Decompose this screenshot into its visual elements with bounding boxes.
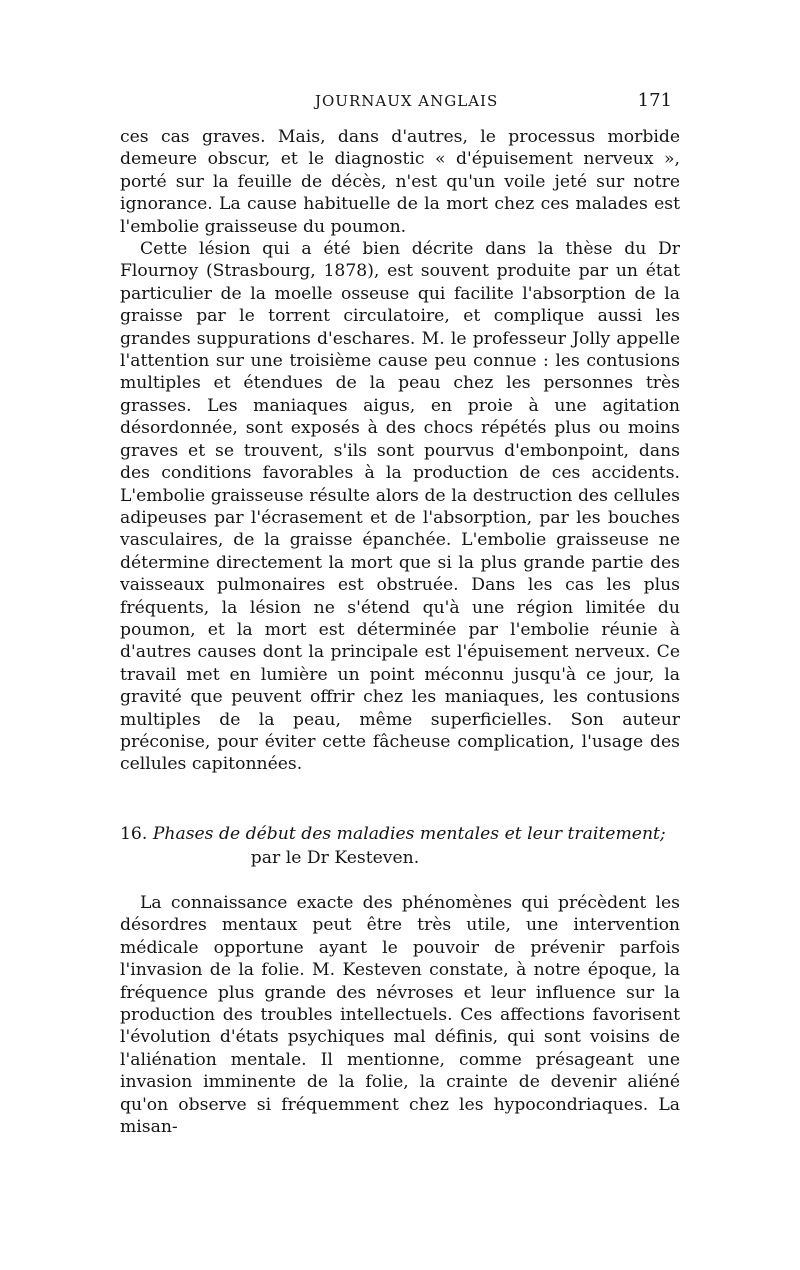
section-16-heading xyxy=(120,822,680,870)
paragraph: ces cas graves. Mais, dans d'autres, le processus morbide demeure obscur, et le diagnostic « d'épuisement nerveux », porté sur la feuille de décès, n'est qu'un voile jeté sur notre ignorance. La cause habituelle de la mort chez ces malades est l'embolie graisseuse du poumon. xyxy=(120,127,680,237)
section-author: par le Dr Kesteven. xyxy=(250,848,420,868)
page-number: 171 xyxy=(637,90,672,111)
page-header xyxy=(120,90,680,116)
section-15-body xyxy=(120,126,680,776)
section-16-body xyxy=(120,892,680,1138)
paragraph: Cette lésion qui a été bien décrite dans la thèse du Dr Flournoy (Strasbourg, 1878), est souvent produite par un état particulier de la moelle osseuse qui facilite l'absorption de la graisse par le torrent circulatoire, et complique aussi les grandes suppurations d'eschares. M. le professeur Jolly appelle l'attention sur une troisième cause peu connue : les contusions multiples et étendues de la peau chez les personnes très grasses. Les maniaques aigus, en proie à une agitation désordonnée, sont exposés à des chocs répétés plus ou moins graves et se trouvent, s'ils sont pourvus d'embonpoint, dans des conditions favorables à la production de ces accidents. L'embolie graisseuse résulte alors de la destruction des cellules adipeuses par l'écrasement et de l'absorption, par les bouches vasculaires, de la graisse épanchée. L'embolie graisseuse ne détermine directement la mort que si la plus grande partie des vaisseaux pulmonaires est obstruée. Dans les cas les plus fréquents, la lésion ne s'étend qu'à une région limitée du poumon, et la mort est déterminée par l'embolie réunie à d'autres causes dont la principale est l'épuisement nerveux. Ce travail met en lumière un point méconnu jusqu'à ce jour, la gravité que peuvent offrir chez les maniaques, les contusions multiples de la peau, même superficielles. Son auteur préconise, pour éviter cette fâcheuse complication, l'usage des cellules capitonnées. xyxy=(120,239,680,775)
section-number: 16. xyxy=(120,824,148,844)
paragraph: La connaissance exacte des phénomènes qui précèdent les désordres mentaux peut être très utile, une intervention médicale opportune ayant le pouvoir de prévenir parfois l'invasion de la folie. M. Kesteven constate, à notre époque, la fréquence plus grande des névroses et leur influence sur la production des troubles intellectuels. Ces affections favorisent l'évolution d'états psychiques mal définis, qui sont voisins de l'aliénation mentale. Il mentionne, comme présageant une invasion imminente de la folie, la crainte de devenir aliéné qu'on observe si fréquemment chez les hypocondriaques. La misan- xyxy=(120,893,680,1138)
running-title: JOURNAUX ANGLAIS xyxy=(315,92,499,110)
section-title: Phases de début des maladies mentales et leur traitement; xyxy=(152,824,666,844)
